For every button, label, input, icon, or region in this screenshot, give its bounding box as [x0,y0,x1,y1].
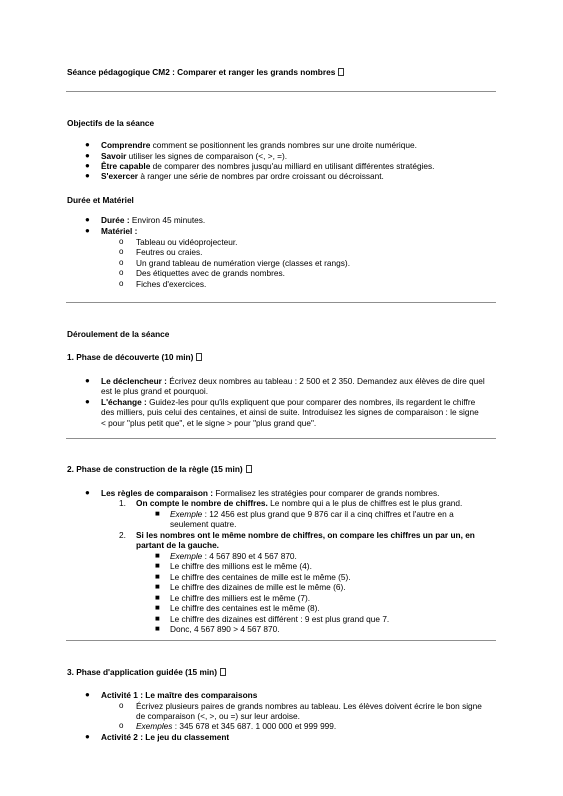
divider [66,438,496,439]
list-item: Donc, 4 567 890 > 4 567 870. [170,624,280,634]
list-item [101,140,417,150]
list-item: Un grand tableau de numération vierge (classes et rangs). [136,258,350,268]
list-item-bold: S'exercer [101,171,139,181]
phase3-title-text: 3. Phase d'application guidée (15 min) [67,667,217,677]
rule2-number: 2. [119,530,126,540]
materiel-label: Matériel : [101,226,138,236]
list-item-bold: Être capable [101,161,151,171]
phase2-title-text: 2. Phase de construction de la règle (15 min) [67,464,243,474]
page-title-text: Séance pédagogique CM2 : Comparer et ranger les grands nombres [67,67,336,77]
missing-glyph-icon [220,668,226,676]
list-item-continued: des milliers, puis celui des centaines, et ainsi de suite. Introduisez les signes de comparaison : le signe [101,407,479,417]
example-text: : 345 678 et 345 687. 1 000 000 et 999 999. [172,721,337,731]
square-bullet-icon: ■ [155,561,160,570]
list-item: Le chiffre des milliers est le même (7). [170,593,311,603]
activity2-title: Activité 2 : Le jeu du classement [101,732,230,742]
list-item-text: Écrivez deux nombres au tableau : 2 500 et 2 350. Demandez aux élèves de dire quel [166,376,485,386]
bullet-icon: ● [85,397,90,406]
circle-bullet-icon: o [119,279,124,288]
example-text: : 12 456 est plus grand que 9 876 car il a cinq chiffres et l'autre en a [202,509,454,519]
rules-text: Formalisez les stratégies pour comparer de grands nombres. [213,488,440,498]
square-bullet-icon: ■ [155,551,160,560]
list-item-text: à ranger une série de nombres par ordre croissant ou décroissant. [138,171,384,181]
square-bullet-icon: ■ [155,624,160,633]
rule1-number: 1. [119,498,126,508]
list-item: Tableau ou vidéoprojecteur. [136,237,238,247]
activity1-title: Activité 1 : Le maître des comparaisons [101,690,258,700]
list-item-bold: Savoir [101,151,127,161]
list-item: Des étiquettes avec de grands nombres. [136,268,285,278]
list-item: Feutres ou craies. [136,247,203,257]
list-item: Le chiffre des dizaines est différent : 9 est plus grand que 7. [170,614,390,624]
missing-glyph-icon [196,353,202,361]
duree-label: Durée : [101,215,130,225]
objectives-heading: Objectifs de la séance [67,118,155,128]
duree-text: Environ 45 minutes. [129,215,206,225]
list-item [101,397,475,407]
square-bullet-icon: ■ [155,572,160,581]
bullet-icon: ● [85,140,90,149]
phase1-title-text: 1. Phase de découverte (10 min) [67,352,194,362]
example-label: Exemple [170,551,203,561]
list-item-bold: L'échange : [101,397,147,407]
phase3-title [67,667,226,677]
rule1-example [170,509,454,519]
example-label: Exemples [136,721,173,731]
square-bullet-icon: ■ [155,593,160,602]
bullet-icon: ● [85,171,90,180]
square-bullet-icon: ■ [155,603,160,612]
circle-bullet-icon: o [119,258,124,267]
list-item [101,161,435,171]
list-item-text: Guidez-les pour qu'ils expliquent que pour comparer des nombres, ils regardent le chiffre [146,397,476,407]
bullet-icon: ● [85,226,90,235]
divider [66,302,496,303]
list-item-bold: Comprendre [101,140,151,150]
activity1-example [136,721,336,731]
list-item: Le chiffre des millions est le même (4). [170,561,312,571]
rule1 [136,498,462,508]
deroulement-heading: Déroulement de la séance [67,329,170,339]
circle-bullet-icon: o [119,721,124,730]
list-item-continued: de comparaison (<, >, ou =) sur leur ardoise. [136,711,300,721]
list-item: Le chiffre des centaines de mille est le même (5). [170,572,351,582]
example-text: : 4 567 890 et 4 567 870. [202,551,297,561]
list-item-text: de comparer des nombres jusqu'au milliard en utilisant différentes stratégies. [150,161,435,171]
duree-item [101,215,205,225]
example-label: Exemple [170,509,203,519]
square-bullet-icon: ■ [155,614,160,623]
duration-heading: Durée et Matériel [67,195,134,205]
missing-glyph-icon [338,68,344,76]
square-bullet-icon: ■ [155,509,160,518]
divider [66,91,496,92]
list-item [101,171,384,181]
circle-bullet-icon: o [119,237,124,246]
bullet-icon: ● [85,151,90,160]
page-title [67,67,344,77]
circle-bullet-icon: o [119,247,124,256]
bullet-icon: ● [85,732,90,741]
list-item [101,151,287,161]
list-item: Fiches d'exercices. [136,279,207,289]
list-item [101,376,485,386]
list-item-text: comment se positionnent les grands nombres sur une droite numérique. [150,140,417,150]
divider [66,640,496,641]
rule2-bold-continued: partant de la gauche. [136,540,219,550]
bullet-icon: ● [85,215,90,224]
phase1-title [67,352,202,362]
square-bullet-icon: ■ [155,582,160,591]
rules-label: Les règles de comparaison : [101,488,214,498]
list-item: Le chiffre des dizaines de mille est le même (6). [170,582,346,592]
rules-item [101,488,439,498]
bullet-icon: ● [85,161,90,170]
rule2-example [170,551,297,561]
list-item: Écrivez plusieurs paires de grands nombres au tableau. Les élèves doivent écrire le bon signe [136,701,482,711]
circle-bullet-icon: o [119,268,124,277]
phase2-title [67,464,252,474]
list-item-bold: Le déclencheur : [101,376,167,386]
rule1-bold: On compte le nombre de chiffres. [136,498,268,508]
bullet-icon: ● [85,376,90,385]
bullet-icon: ● [85,488,90,497]
rule2-bold: Si les nombres ont le même nombre de chiffres, on compare les chiffres un par un, en [136,530,475,540]
missing-glyph-icon [246,465,252,473]
bullet-icon: ● [85,690,90,699]
list-item-text: utiliser les signes de comparaison (<, >, =). [126,151,288,161]
list-item-continued: est le plus grand et pourquoi. [101,386,209,396]
rule1-example-continued: seulement quatre. [170,519,237,529]
list-item: Le chiffre des centaines est le même (8). [170,603,320,613]
rule1-text: Le nombre qui a le plus de chiffres est le plus grand. [267,498,463,508]
circle-bullet-icon: o [119,701,124,710]
list-item-continued: < pour "plus petit que", et le signe > pour "plus grand que". [101,418,317,428]
